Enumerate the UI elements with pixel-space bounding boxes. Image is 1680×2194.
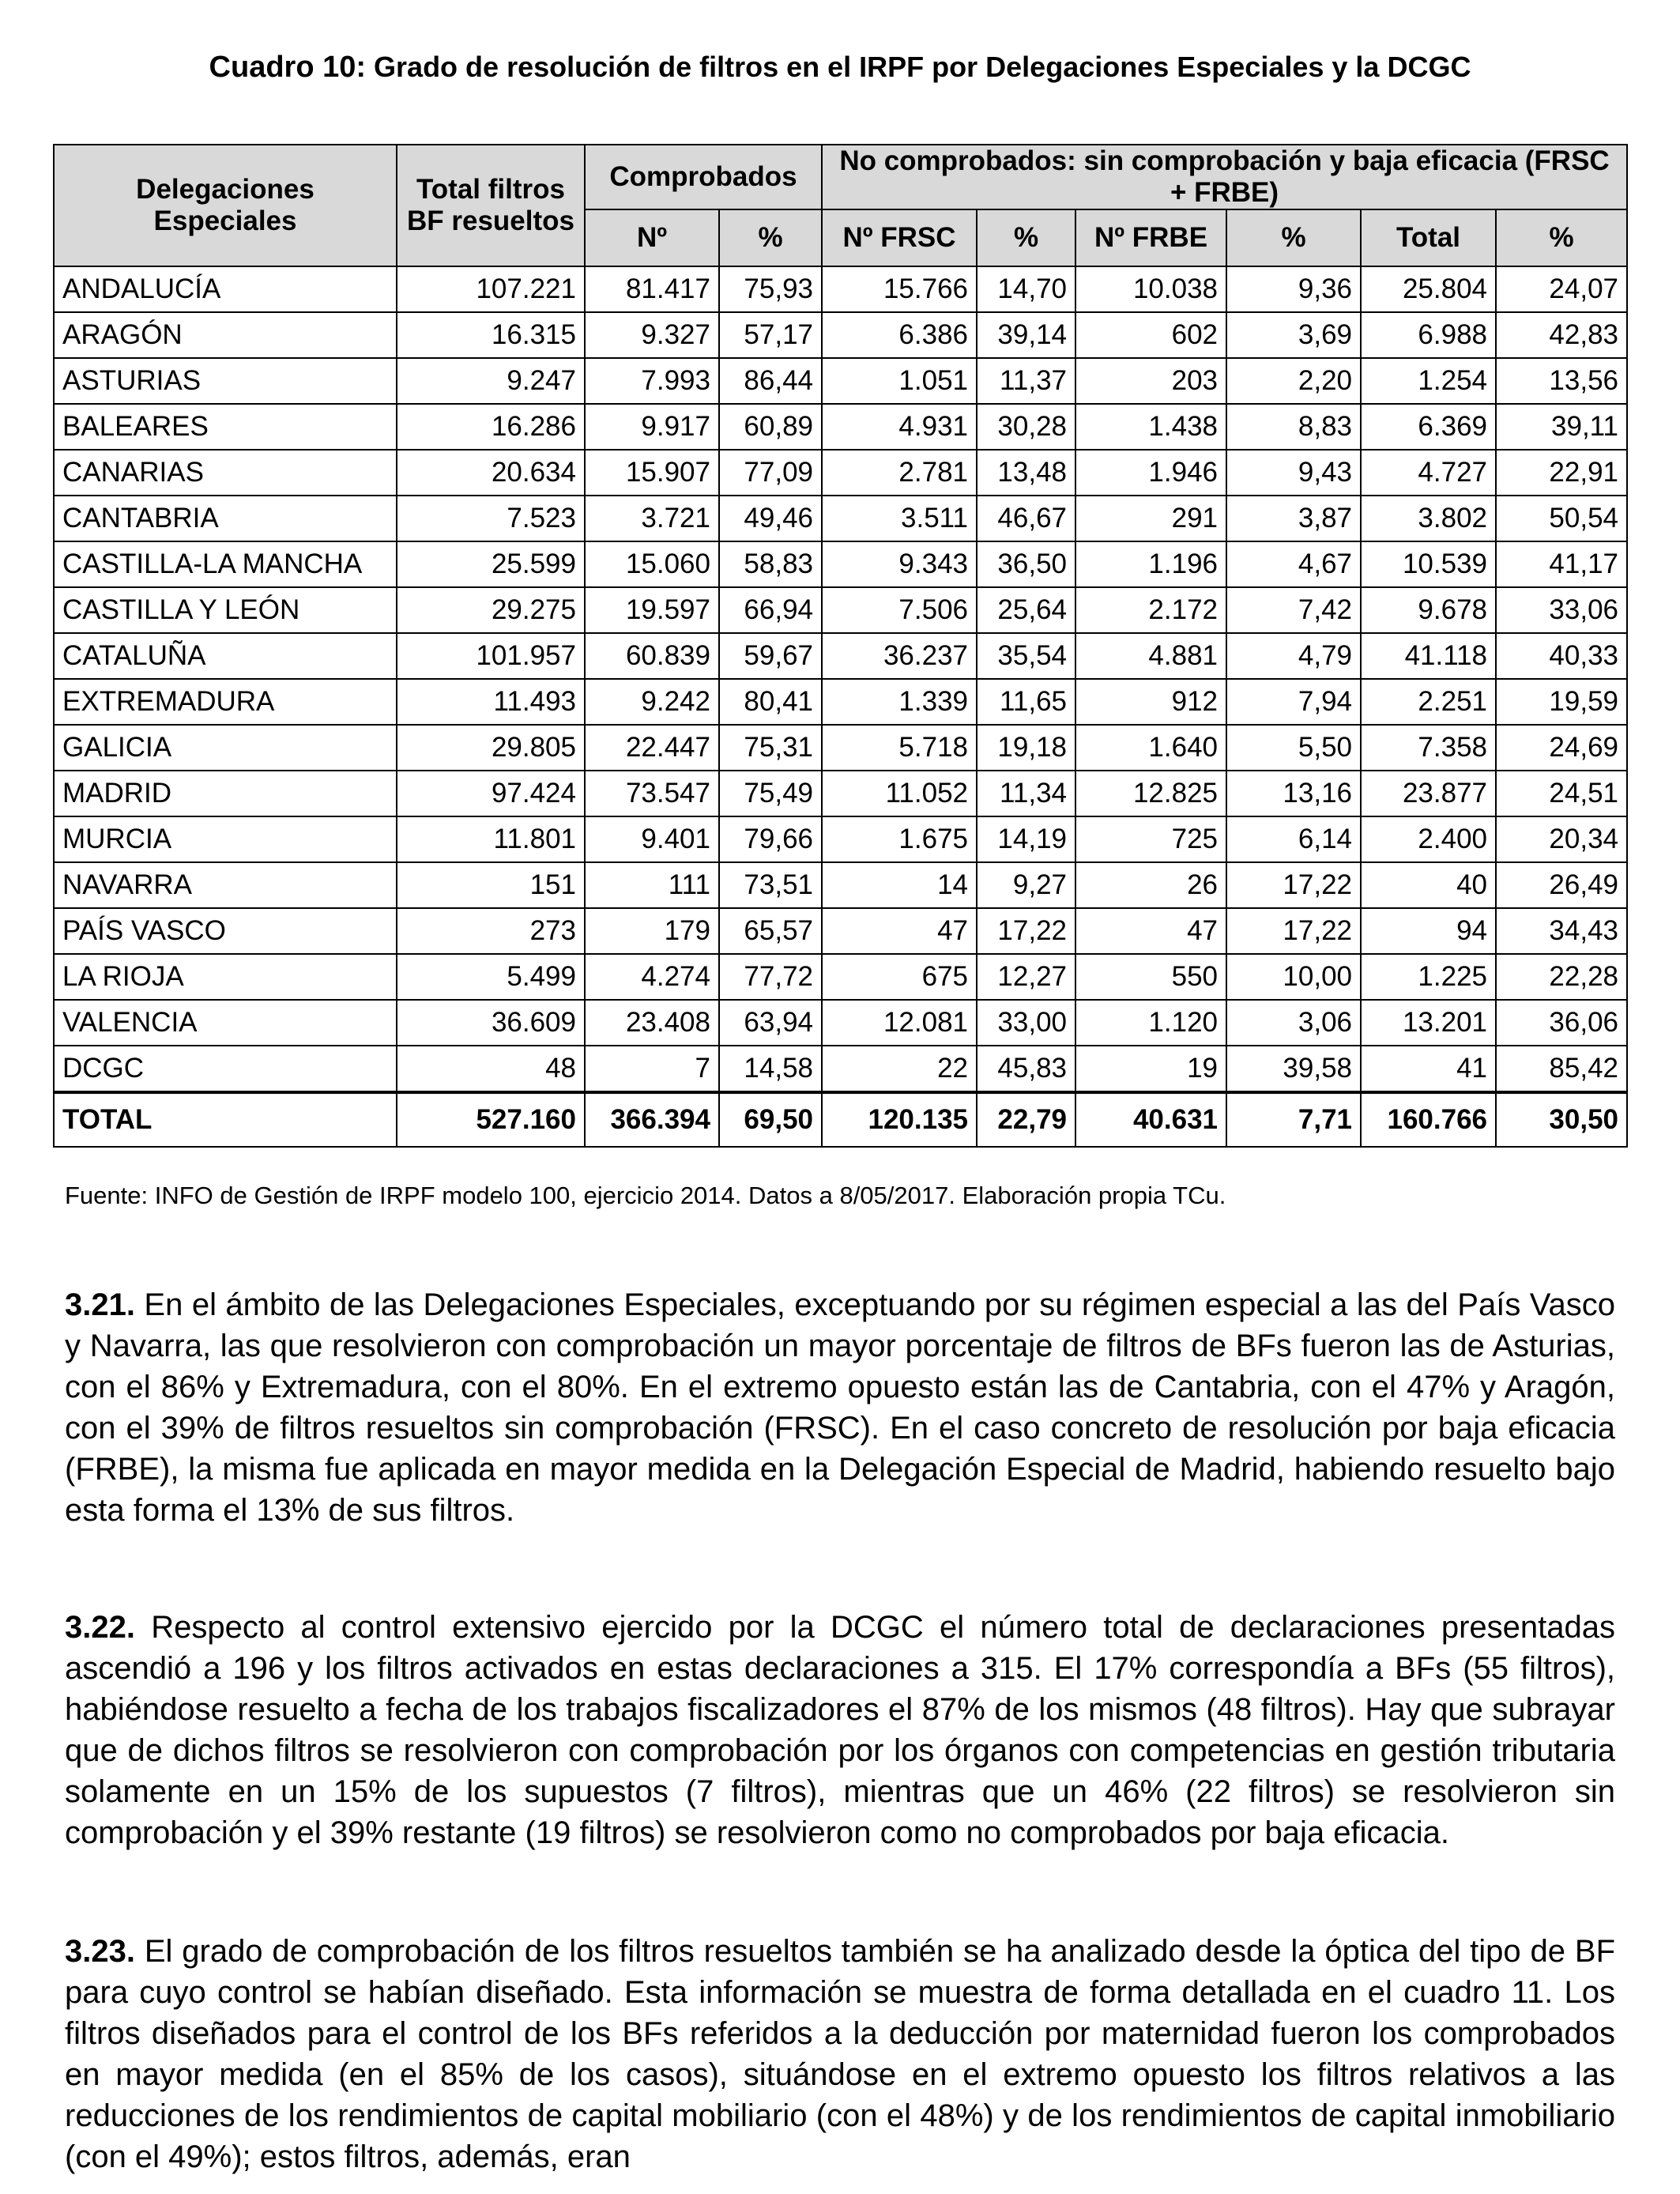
- cell-total-n: 2.400: [1361, 816, 1496, 862]
- cell-frbe-n: 203: [1075, 358, 1226, 404]
- cell-frbe-n: 1.438: [1075, 404, 1226, 450]
- cell-frbe-pct: 7,94: [1226, 679, 1361, 725]
- cell-frbe-pct: 7,71: [1226, 1092, 1361, 1147]
- cell-total-bf: 11.493: [397, 679, 585, 725]
- table-row: [54, 771, 1627, 816]
- cell-delegacion: LA RIOJA: [54, 954, 397, 1000]
- cell-frsc-n: 1.675: [822, 816, 977, 862]
- cell-total-n: 2.251: [1361, 679, 1496, 725]
- cell-comprobados-pct: 75,93: [719, 266, 822, 312]
- cell-comprobados-pct: 59,67: [719, 633, 822, 679]
- cell-total-n: 25.804: [1361, 266, 1496, 312]
- cell-frsc-n: 15.766: [822, 266, 977, 312]
- cell-total-pct: 33,06: [1496, 587, 1627, 633]
- cell-frsc-pct: 45,83: [977, 1046, 1075, 1092]
- cell-total-pct: 20,34: [1496, 816, 1627, 862]
- cell-frbe-pct: 7,42: [1226, 587, 1361, 633]
- cell-comprobados-pct: 73,51: [719, 862, 822, 908]
- cell-frsc-n: 7.506: [822, 587, 977, 633]
- cell-frbe-pct: 3,06: [1226, 1000, 1361, 1046]
- cell-delegacion: MURCIA: [54, 816, 397, 862]
- cell-frsc-pct: 14,19: [977, 816, 1075, 862]
- cell-frbe-n: 12.825: [1075, 771, 1226, 816]
- cell-comprobados-n: 60.839: [585, 633, 719, 679]
- cell-total-n: 1.225: [1361, 954, 1496, 1000]
- cell-frbe-pct: 3,69: [1226, 312, 1361, 358]
- cell-comprobados-pct: 75,31: [719, 725, 822, 771]
- cell-total-pct: 34,43: [1496, 908, 1627, 954]
- cell-comprobados-pct: 75,49: [719, 771, 822, 816]
- cell-frsc-pct: 9,27: [977, 862, 1075, 908]
- cell-total-n: 41.118: [1361, 633, 1496, 679]
- cell-comprobados-pct: 14,58: [719, 1046, 822, 1092]
- table-row: [54, 312, 1627, 358]
- cell-total-bf: 7.523: [397, 496, 585, 541]
- cell-frbe-n: 40.631: [1075, 1092, 1226, 1147]
- cell-total-pct: 22,91: [1496, 450, 1627, 496]
- cell-total-bf: 16.286: [397, 404, 585, 450]
- cell-total-pct: 50,54: [1496, 496, 1627, 541]
- cell-frsc-n: 3.511: [822, 496, 977, 541]
- cell-total-pct: 30,50: [1496, 1092, 1627, 1147]
- cell-frbe-n: 1.196: [1075, 541, 1226, 587]
- cell-total-pct: 85,42: [1496, 1046, 1627, 1092]
- paragraph-number: 3.23.: [65, 1934, 135, 1969]
- cell-frsc-pct: 17,22: [977, 908, 1075, 954]
- cell-frsc-pct: 39,14: [977, 312, 1075, 358]
- cell-total-pct: 22,28: [1496, 954, 1627, 1000]
- cell-total-pct: 19,59: [1496, 679, 1627, 725]
- table-row: [54, 725, 1627, 771]
- paragraph-3-22: [65, 1607, 1615, 1853]
- caption-text: Grado de resolución de filtros en el IRPF por Delegaciones Especiales y la DCGC: [366, 51, 1471, 83]
- cell-frbe-pct: 6,14: [1226, 816, 1361, 862]
- paragraph-text: El grado de comprobación de los filtros resueltos también se ha analizado desde la óptica del tipo de BF para cuyo control se habían diseñado. Esta información se muestra de forma detallada en el cuadro 11. Los filtros diseñados para el control de los BFs referidos a la deducción por maternidad fueron los comprobados en mayor medida (en el 85% de los casos), situándose en el extremo opuesto los filtros relativos a las reducciones de los rendimientos de capital mobiliario (con el 48%) y de los rendimientos de capital inmobiliario (con el 49%); estos filtros, además, eran: [65, 1934, 1615, 2174]
- cell-frsc-pct: 11,65: [977, 679, 1075, 725]
- header-comprobados: Comprobados: [585, 145, 822, 209]
- cell-delegacion: ANDALUCÍA: [54, 266, 397, 312]
- cell-frbe-pct: 4,79: [1226, 633, 1361, 679]
- cell-delegacion: DCGC: [54, 1046, 397, 1092]
- cell-total-n: 94: [1361, 908, 1496, 954]
- table-row: [54, 496, 1627, 541]
- cell-total-bf: 20.634: [397, 450, 585, 496]
- cell-frsc-n: 1.051: [822, 358, 977, 404]
- cell-total-pct: 42,83: [1496, 312, 1627, 358]
- cell-total-n: 3.802: [1361, 496, 1496, 541]
- table-row: [54, 541, 1627, 587]
- cell-comprobados-n: 15.060: [585, 541, 719, 587]
- cell-delegacion: VALENCIA: [54, 1000, 397, 1046]
- header-frbe-n: Nº FRBE: [1075, 209, 1226, 266]
- table-row: [54, 587, 1627, 633]
- cell-total-n: 6.369: [1361, 404, 1496, 450]
- cell-comprobados-n: 19.597: [585, 587, 719, 633]
- cell-total-bf: 29.275: [397, 587, 585, 633]
- cell-frsc-n: 47: [822, 908, 977, 954]
- header-frbe-pct: %: [1226, 209, 1361, 266]
- cell-total-n: 4.727: [1361, 450, 1496, 496]
- cell-total-n: 10.539: [1361, 541, 1496, 587]
- cell-frsc-n: 5.718: [822, 725, 977, 771]
- cell-frsc-pct: 33,00: [977, 1000, 1075, 1046]
- cell-frsc-n: 675: [822, 954, 977, 1000]
- cell-comprobados-n: 3.721: [585, 496, 719, 541]
- cell-comprobados-pct: 60,89: [719, 404, 822, 450]
- cell-delegacion: MADRID: [54, 771, 397, 816]
- cell-total-bf: 97.424: [397, 771, 585, 816]
- cell-comprobados-n: 179: [585, 908, 719, 954]
- cell-comprobados-n: 7.993: [585, 358, 719, 404]
- table-total-row: [54, 1092, 1627, 1147]
- cell-frbe-n: 4.881: [1075, 633, 1226, 679]
- cell-delegacion: CANTABRIA: [54, 496, 397, 541]
- cell-frsc-n: 120.135: [822, 1092, 977, 1147]
- cell-frbe-n: 725: [1075, 816, 1226, 862]
- table-row: [54, 1000, 1627, 1046]
- cell-frbe-n: 550: [1075, 954, 1226, 1000]
- table-row: [54, 358, 1627, 404]
- cell-delegacion: BALEARES: [54, 404, 397, 450]
- cell-comprobados-n: 9.917: [585, 404, 719, 450]
- cell-frsc-n: 6.386: [822, 312, 977, 358]
- cell-comprobados-n: 4.274: [585, 954, 719, 1000]
- cell-total-pct: 40,33: [1496, 633, 1627, 679]
- cell-total-n: 40: [1361, 862, 1496, 908]
- cell-frbe-n: 26: [1075, 862, 1226, 908]
- cell-frsc-pct: 19,18: [977, 725, 1075, 771]
- table-body: [54, 266, 1627, 1147]
- cell-frsc-pct: 30,28: [977, 404, 1075, 450]
- cell-delegacion: GALICIA: [54, 725, 397, 771]
- cell-comprobados-pct: 49,46: [719, 496, 822, 541]
- cell-comprobados-n: 9.327: [585, 312, 719, 358]
- cell-total-pct: 13,56: [1496, 358, 1627, 404]
- cell-frbe-n: 1.946: [1075, 450, 1226, 496]
- cell-comprobados-pct: 63,94: [719, 1000, 822, 1046]
- header-no-comprobados: No comprobados: sin comprobación y baja eficacia (FRSC + FRBE): [822, 145, 1627, 209]
- cell-total-n: 9.678: [1361, 587, 1496, 633]
- cell-total-n: 1.254: [1361, 358, 1496, 404]
- table-row: [54, 862, 1627, 908]
- cell-total-bf: 5.499: [397, 954, 585, 1000]
- cell-frsc-n: 11.052: [822, 771, 977, 816]
- cell-frbe-pct: 4,67: [1226, 541, 1361, 587]
- cell-comprobados-pct: 65,57: [719, 908, 822, 954]
- cell-frbe-pct: 17,22: [1226, 908, 1361, 954]
- cell-total-pct: 39,11: [1496, 404, 1627, 450]
- cell-frbe-pct: 2,20: [1226, 358, 1361, 404]
- cell-total-bf: 101.957: [397, 633, 585, 679]
- cell-comprobados-pct: 77,72: [719, 954, 822, 1000]
- cell-frsc-pct: 22,79: [977, 1092, 1075, 1147]
- header-frsc-n: Nº FRSC: [822, 209, 977, 266]
- cell-frsc-pct: 25,64: [977, 587, 1075, 633]
- cell-frsc-n: 12.081: [822, 1000, 977, 1046]
- cell-frbe-n: 912: [1075, 679, 1226, 725]
- cell-total-n: 41: [1361, 1046, 1496, 1092]
- cell-comprobados-n: 9.242: [585, 679, 719, 725]
- cell-delegacion: EXTREMADURA: [54, 679, 397, 725]
- cell-frsc-pct: 35,54: [977, 633, 1075, 679]
- cell-total-pct: 24,69: [1496, 725, 1627, 771]
- cell-frbe-pct: 8,83: [1226, 404, 1361, 450]
- paragraph-3-23: [65, 1931, 1615, 2177]
- cell-comprobados-n: 9.401: [585, 816, 719, 862]
- caption-label: Cuadro 10:: [209, 51, 367, 84]
- cell-total-bf: 273: [397, 908, 585, 954]
- cell-frbe-n: 2.172: [1075, 587, 1226, 633]
- cell-delegacion: CASTILLA Y LEÓN: [54, 587, 397, 633]
- paragraph-number: 3.21.: [65, 1287, 135, 1322]
- cell-frbe-n: 19: [1075, 1046, 1226, 1092]
- cell-frbe-pct: 3,87: [1226, 496, 1361, 541]
- cell-frsc-n: 14: [822, 862, 977, 908]
- table-row: [54, 816, 1627, 862]
- cell-frsc-pct: 11,37: [977, 358, 1075, 404]
- cell-frbe-n: 291: [1075, 496, 1226, 541]
- cell-comprobados-pct: 58,83: [719, 541, 822, 587]
- cell-frbe-pct: 9,36: [1226, 266, 1361, 312]
- cell-delegacion: CASTILLA-LA MANCHA: [54, 541, 397, 587]
- cell-total-n: 7.358: [1361, 725, 1496, 771]
- cell-total-pct: 24,07: [1496, 266, 1627, 312]
- source-note: Fuente: INFO de Gestión de IRPF modelo 100, ejercicio 2014. Datos a 8/05/2017. Elaboración propia TCu.: [65, 1182, 1226, 1209]
- table-row: [54, 266, 1627, 312]
- paragraph-3-21: [65, 1284, 1615, 1531]
- cell-frbe-n: 602: [1075, 312, 1226, 358]
- cell-frbe-pct: 39,58: [1226, 1046, 1361, 1092]
- header-delegaciones: Delegaciones Especiales: [54, 145, 397, 266]
- cell-delegacion: PAÍS VASCO: [54, 908, 397, 954]
- cell-frsc-n: 4.931: [822, 404, 977, 450]
- cell-total-n: 160.766: [1361, 1092, 1496, 1147]
- header-total-pct: %: [1496, 209, 1627, 266]
- cell-comprobados-n: 81.417: [585, 266, 719, 312]
- cell-delegacion: ASTURIAS: [54, 358, 397, 404]
- paragraph-number: 3.22.: [65, 1610, 135, 1645]
- cell-comprobados-n: 23.408: [585, 1000, 719, 1046]
- cell-frbe-pct: 13,16: [1226, 771, 1361, 816]
- cell-comprobados-pct: 57,17: [719, 312, 822, 358]
- cell-comprobados-n: 73.547: [585, 771, 719, 816]
- table-row: [54, 679, 1627, 725]
- paragraph-text: En el ámbito de las Delegaciones Especiales, exceptuando por su régimen especial a las del País Vasco y Navarra, las que resolvieron con comprobación un mayor porcentaje de filtros de BFs fueron las de Asturias, con el 86% y Extremadura, con el 80%. En el extremo opuesto están las de Cantabria, con el 47% y Aragón, con el 39% de filtros resueltos sin comprobación (FRSC). En el caso concreto de resolución por baja eficacia (FRBE), la misma fue aplicada en mayor medida en la Delegación Especial de Madrid, habiendo resuelto bajo esta forma el 13% de sus filtros.: [65, 1287, 1615, 1528]
- cell-total-n: 13.201: [1361, 1000, 1496, 1046]
- cell-delegacion: TOTAL: [54, 1092, 397, 1147]
- table-caption: [0, 47, 1680, 87]
- header-comprobados-pct: %: [719, 209, 822, 266]
- cell-frsc-n: 2.781: [822, 450, 977, 496]
- cell-frsc-pct: 13,48: [977, 450, 1075, 496]
- cell-total-bf: 16.315: [397, 312, 585, 358]
- cell-frbe-pct: 5,50: [1226, 725, 1361, 771]
- cell-comprobados-n: 366.394: [585, 1092, 719, 1147]
- cell-total-bf: 9.247: [397, 358, 585, 404]
- cell-frsc-n: 36.237: [822, 633, 977, 679]
- cell-frbe-pct: 10,00: [1226, 954, 1361, 1000]
- cell-comprobados-n: 111: [585, 862, 719, 908]
- cell-frbe-n: 10.038: [1075, 266, 1226, 312]
- cell-comprobados-pct: 66,94: [719, 587, 822, 633]
- cell-delegacion: CANARIAS: [54, 450, 397, 496]
- filters-table: [53, 144, 1628, 1148]
- cell-total-bf: 36.609: [397, 1000, 585, 1046]
- cell-comprobados-pct: 86,44: [719, 358, 822, 404]
- cell-frsc-n: 9.343: [822, 541, 977, 587]
- cell-delegacion: ARAGÓN: [54, 312, 397, 358]
- cell-total-bf: 151: [397, 862, 585, 908]
- cell-total-bf: 29.805: [397, 725, 585, 771]
- header-total-n: Total: [1361, 209, 1496, 266]
- cell-comprobados-pct: 80,41: [719, 679, 822, 725]
- cell-frsc-n: 22: [822, 1046, 977, 1092]
- cell-frbe-n: 1.120: [1075, 1000, 1226, 1046]
- table-row: [54, 450, 1627, 496]
- cell-frsc-pct: 11,34: [977, 771, 1075, 816]
- cell-total-bf: 48: [397, 1046, 585, 1092]
- cell-delegacion: NAVARRA: [54, 862, 397, 908]
- cell-frbe-pct: 17,22: [1226, 862, 1361, 908]
- cell-comprobados-n: 22.447: [585, 725, 719, 771]
- cell-total-bf: 527.160: [397, 1092, 585, 1147]
- header-total-bf: Total filtros BF resueltos: [397, 145, 585, 266]
- cell-frsc-pct: 46,67: [977, 496, 1075, 541]
- cell-frsc-pct: 12,27: [977, 954, 1075, 1000]
- cell-frsc-pct: 36,50: [977, 541, 1075, 587]
- cell-comprobados-pct: 69,50: [719, 1092, 822, 1147]
- paragraph-text: Respecto al control extensivo ejercido por la DCGC el número total de declaraciones presentadas ascendió a 196 y los filtros activados en estas declaraciones a 315. El 17% correspondía a BFs (55 filtros), habiéndose resuelto a fecha de los trabajos fiscalizadores el 87% de los mismos (48 filtros). Hay que subrayar que de dichos filtros se resolvieron con comprobación por los órganos con competencias en gestión tributaria solamente en un 15% de los supuestos (7 filtros), mientras que un 46% (22 filtros) se resolvieron sin comprobación y el 39% restante (19 filtros) se resolvieron como no comprobados por baja eficacia.: [65, 1610, 1615, 1850]
- cell-comprobados-pct: 77,09: [719, 450, 822, 496]
- cell-total-pct: 24,51: [1496, 771, 1627, 816]
- cell-total-n: 23.877: [1361, 771, 1496, 816]
- table-row: [54, 908, 1627, 954]
- table-row: [54, 404, 1627, 450]
- table-row: [54, 633, 1627, 679]
- header-comprobados-n: Nº: [585, 209, 719, 266]
- cell-frbe-pct: 9,43: [1226, 450, 1361, 496]
- cell-frsc-pct: 14,70: [977, 266, 1075, 312]
- cell-frbe-n: 1.640: [1075, 725, 1226, 771]
- cell-frbe-n: 47: [1075, 908, 1226, 954]
- cell-total-bf: 25.599: [397, 541, 585, 587]
- header-frsc-pct: %: [977, 209, 1075, 266]
- table-row: [54, 954, 1627, 1000]
- cell-total-bf: 107.221: [397, 266, 585, 312]
- cell-total-pct: 41,17: [1496, 541, 1627, 587]
- cell-total-n: 6.988: [1361, 312, 1496, 358]
- cell-comprobados-n: 7: [585, 1046, 719, 1092]
- cell-total-pct: 36,06: [1496, 1000, 1627, 1046]
- cell-comprobados-n: 15.907: [585, 450, 719, 496]
- cell-comprobados-pct: 79,66: [719, 816, 822, 862]
- cell-delegacion: CATALUÑA: [54, 633, 397, 679]
- table-row: [54, 1046, 1627, 1092]
- cell-total-bf: 11.801: [397, 816, 585, 862]
- cell-total-pct: 26,49: [1496, 862, 1627, 908]
- cell-frsc-n: 1.339: [822, 679, 977, 725]
